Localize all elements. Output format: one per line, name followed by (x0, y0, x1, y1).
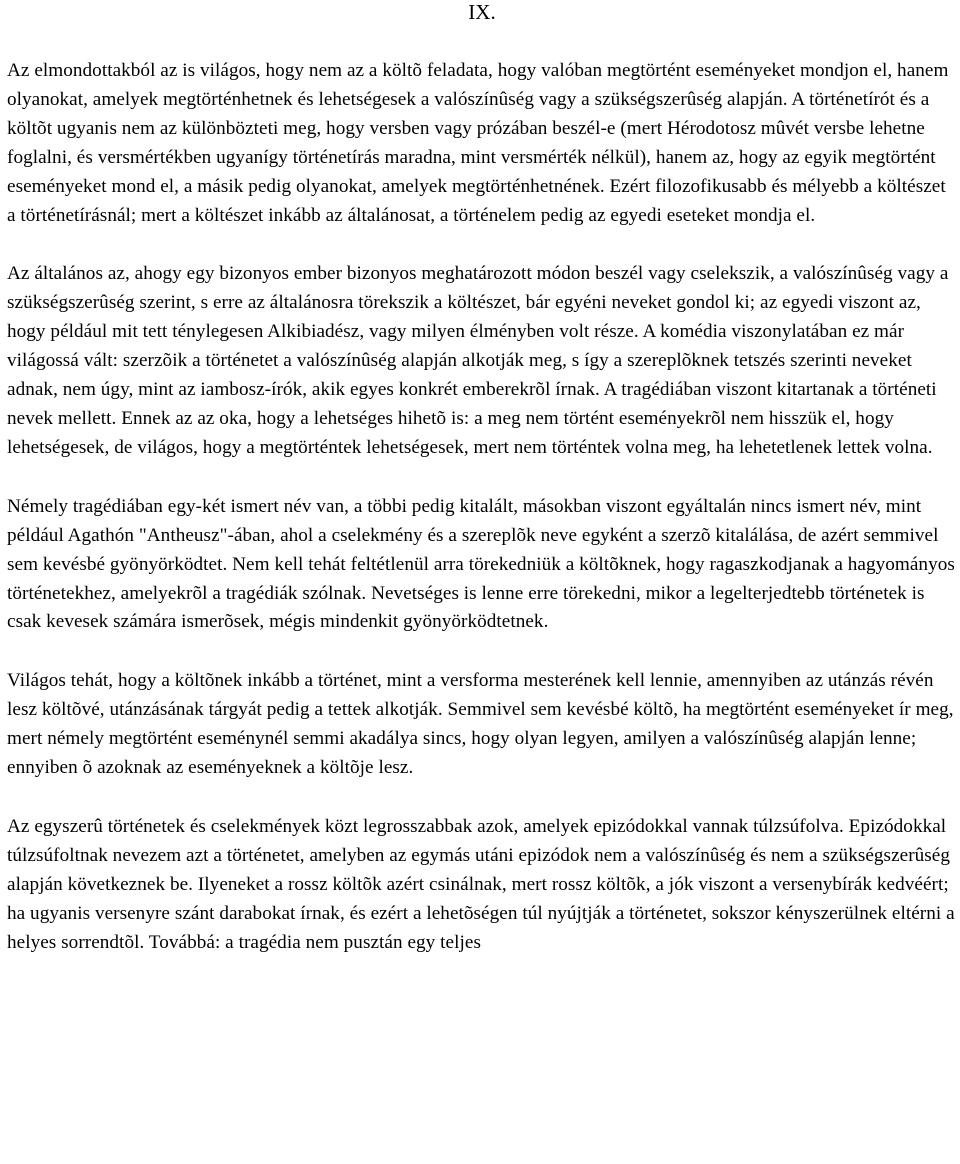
document-page (7, 0, 957, 957)
chapter-title: IX. (468, 0, 496, 24)
paragraph-2: Az általános az, ahogy egy bizonyos ember bizonyos meghatározott módon beszél vagy cselekszik, a valószínûség vagy a szükségszerûség szerint, s erre az általánosra törekszik a költészet, bár egyéni neveket gondol ki; az egyedi viszont az, hogy például mit tett ténylegesen Alkibiadész, vagy milyen élményben volt része. A komédia viszonylatában ez már világossá vált: szerzõik a történetet a valószínûség alapján alkotják meg, s így a szereplõknek tetszés szerinti neveket adnak, nem úgy, mint az iambosz-írók, akik egyes konkrét emberekrõl írnak. A tragédiában viszont kitartanak a történeti nevek mellett. Ennek az az oka, hogy a lehetséges hihetõ is: a meg nem történt eseményekrõl nem hisszük el, hogy lehetségesek, de világos, hogy a megtörténtek lehetségesek, mert nem történtek volna meg, ha lehetetlenek lettek volna. (7, 263, 949, 458)
paragraph-1: Az elmondottakból az is világos, hogy nem az a költõ feladata, hogy valóban megtörtént eseményeket mondjon el, hanem olyanokat, amelyek megtörténhetnek és lehetségesek a valószínûség vagy a szükségszerûség alapján. A történetírót és a költõt ugyanis nem az különbözteti meg, hogy versben vagy prózában beszél-e (mert Hérodotosz mûvét versbe lehetne foglalni, és versmértékben ugyanígy történetírás maradna, mint versmérték nélkül), hanem az, hogy az egyik megtörtént eseményeket mond el, a másik pedig olyanokat, amelyek megtörténhetnének. Ezért filozofikusabb és mélyebb a költészet a történetírásnál; mert a költészet inkább az általánosat, a történelem pedig az egyedi eseteket mondja el. (7, 60, 949, 226)
paragraph-5: Az egyszerû történetek és cselekmények közt legrosszabbak azok, amelyek epizódokkal vannak túlzsúfolva. Epizódokkal túlzsúfoltnak nevezem azt a történetet, amelyben az egymás utáni epizódok nem a valószínûség és nem a szükségszerûség alapján következnek be. Ilyeneket a rossz költõk azért csinálnak, mert rossz költõk, a jók viszont a versenybírák kedvéért; ha ugyanis versenyre szánt darabokat írnak, és ezért a lehetõségen túl nyújtják a történetet, sokszor kényszerülnek eltérni a helyes sorrendtõl. Továbbá: a tragédia nem pusztán egy teljes (7, 815, 955, 953)
paragraph-3: Némely tragédiában egy-két ismert név van, a többi pedig kitalált, másokban viszont egyáltalán nincs ismert név, mint például Agathón "Antheusz"-ában, ahol a cselekmény és a szereplõk neve egyként a szerzõ kitalálása, de azért semmivel sem kevésbé gyönyörködtet. Nem kell tehát feltétlenül arra törekedniük a költõknek, hogy ragaszkodjanak a hagyományos történetekhez, amelyekrõl a tragédiák szólnak. Nevetséges is lenne erre törekedni, mikor a legelterjedtebb történetek is csak kevesek számára ismerõsek, mégis mindenkit gyönyörködtetnek. (7, 495, 955, 633)
paragraph-4: Világos tehát, hogy a költõnek inkább a történet, mint a versforma mesterének kell lennie, amennyiben az utánzás révén lesz költõvé, utánzásának tárgyát pedig a tettek alkotják. Semmivel sem kevésbé költõ, ha megtörtént eseményeket ír meg, mert némely megtörtént eseménynél semmi akadálya sincs, hogy olyan legyen, amilyen a valószínûség alapján lenne; ennyiben õ azoknak az eseményeknek a költõje lesz. (7, 670, 954, 779)
